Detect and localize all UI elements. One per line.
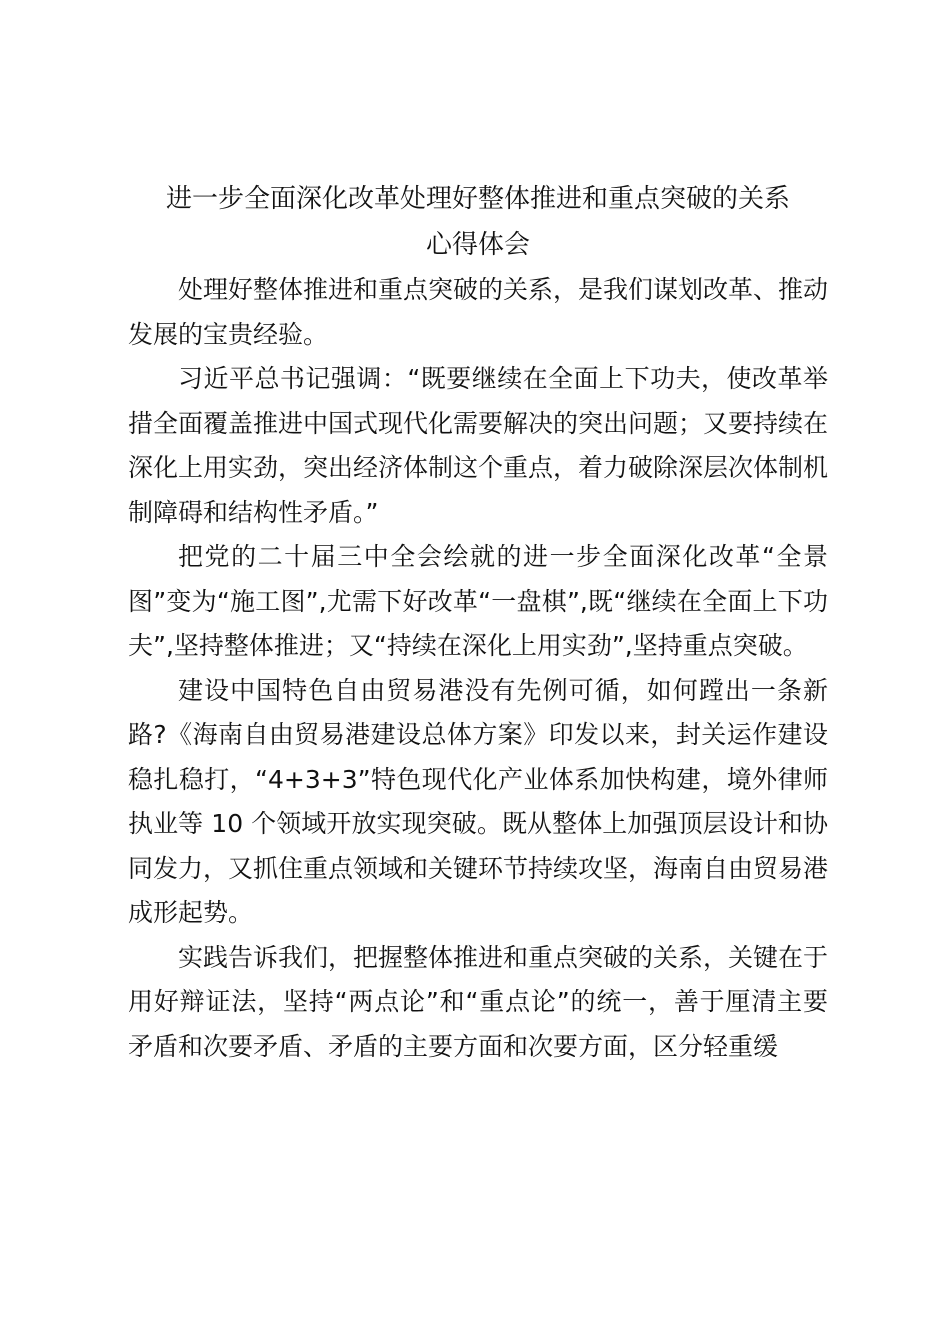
document-title-line-1: 进一步全面深化改革处理好整体推进和重点突破的关系 xyxy=(165,184,790,214)
paragraph: 建设中国特色自由贸易港没有先例可循，如何蹚出一条新路?《海南自由贸易港建设总体方案》印发以来，封关运作建设稳扎稳打，“4+3+3”特色现代化产业体系加快构建，境外律师执业等 10 个领域开放实现突破。既从整体上加强顶层设计和协同发力，又抓住重点领域和关键环节持续攻坚，海南自由贸易港成形起势。 xyxy=(128,675,829,927)
document-page xyxy=(128,176,828,1069)
document-title-line-2: 心得体会 xyxy=(425,230,530,260)
paragraph: 实践告诉我们，把握整体推进和重点突破的关系，关键在于用好辩证法，坚持“两点论”和“重点论”的统一，善于厘清主要矛盾和次要矛盾、矛盾的主要方面和次要方面，区分轻重缓 xyxy=(128,942,829,1061)
paragraph: 把党的二十届三中全会绘就的进一步全面深化改革“全景图”变为“施工图”,尤需下好改革“一盘棋”,既“继续在全面上下功夫”,坚持整体推进；又“持续在深化上用实劲”,坚持重点突破。 xyxy=(128,542,828,660)
document-title xyxy=(118,176,838,268)
paragraph: 处理好整体推进和重点突破的关系，是我们谋划改革、推动发展的宝贵经验。 xyxy=(128,275,829,349)
paragraph: 习近平总书记强调：“既要继续在全面上下功夫，使改革举措全面覆盖推进中国式现代化需要解决的突出问题；又要持续在深化上用实劲，突出经济体制这个重点，着力破除深层次体制机制障碍和结构性矛盾。” xyxy=(128,364,829,527)
